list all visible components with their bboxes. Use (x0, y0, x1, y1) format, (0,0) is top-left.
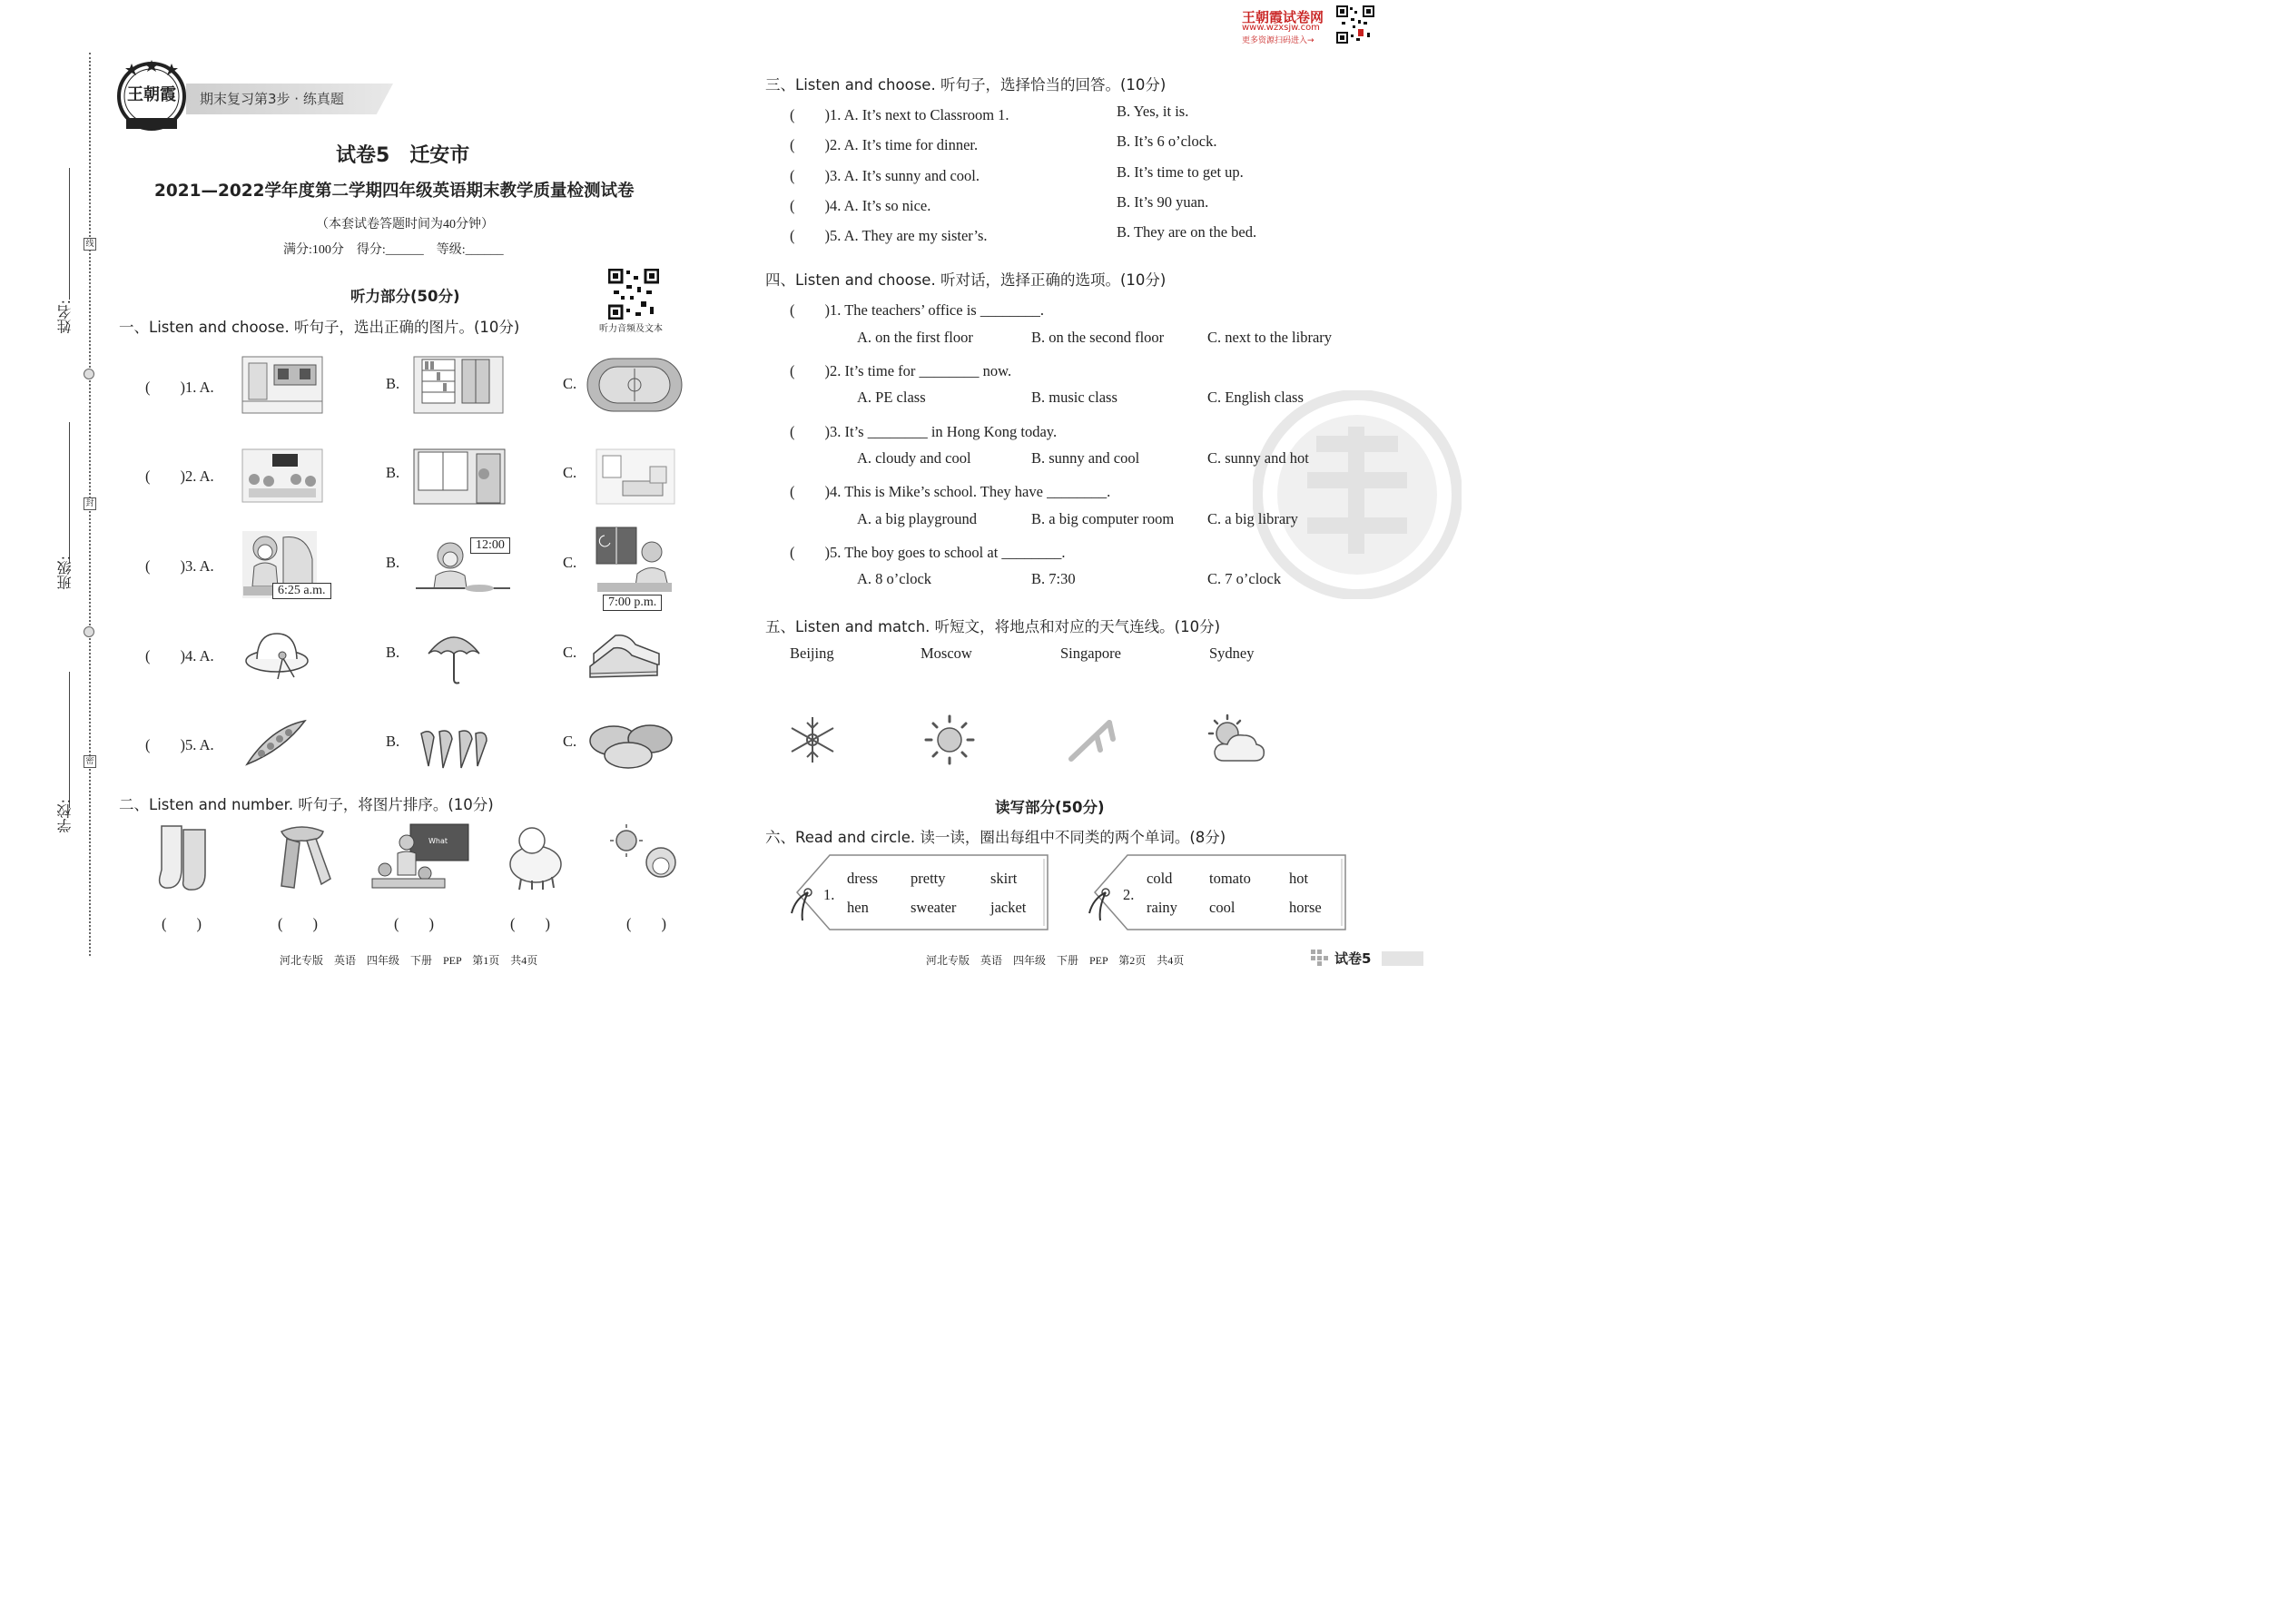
group2-word[interactable]: tomato (1209, 870, 1251, 887)
listening-heading: 听力部分(50分) (350, 288, 460, 305)
part1-q5-b-label: B. (386, 733, 400, 750)
class-label: 班级: (56, 556, 74, 590)
shoes-picture (588, 626, 663, 684)
time-note: （本套试卷答题时间为40分钟） (316, 218, 494, 231)
part4-q4-c: C. a big library (1207, 510, 1298, 527)
part2-blank-2[interactable]: ( ) (278, 915, 318, 932)
part6-heading: 六、Read and circle. 读一读，圈出每组中不同类的两个单词。(8分) (765, 829, 1226, 846)
part1-q3-b-label: B. (386, 554, 400, 571)
part4-q5-a: A. 8 o’clock (857, 570, 932, 587)
watermark-hint: 更多资源扫码进入→ (1242, 36, 1314, 45)
part4-q3: ( )3. It’s ________ in Hong Kong today. (790, 423, 1058, 440)
group2-word[interactable]: horse (1289, 899, 1322, 916)
part1-q2-label: ( )2. A. (145, 468, 214, 485)
part3-heading: 三、Listen and choose. 听句子，选择恰当的回答。(10分) (765, 76, 1167, 94)
part1-q4-label: ( )4. A. (145, 647, 214, 664)
exam-title: 试卷5 迁安市 (336, 144, 470, 167)
city-moscow[interactable]: Moscow (921, 645, 972, 662)
umbrella-picture (427, 626, 481, 686)
scarf-picture (274, 822, 332, 895)
part1-q2-c-label: C. (563, 464, 577, 481)
part4-q1: ( )1. The teachers’ office is ________. (790, 301, 1044, 319)
part4-q3-b: B. sunny and cool (1031, 449, 1140, 467)
sunny-boy-picture (608, 822, 683, 893)
header-banner-text: 期末复习第3步 · 练真题 (200, 91, 344, 107)
part2-blank-4[interactable]: ( ) (510, 915, 550, 932)
socks-picture (156, 822, 212, 893)
part3-q5: ( )5. A. They are my sister’s. (790, 227, 988, 244)
binding-hole (84, 626, 94, 637)
watermark-qr-code[interactable] (1336, 5, 1374, 44)
group2-word[interactable]: rainy (1147, 899, 1177, 916)
peas-picture (243, 717, 309, 770)
carrots-picture (414, 721, 492, 772)
watermark-url: www.wzxsjw.com (1242, 23, 1320, 33)
classroom-teacher-picture (370, 822, 470, 893)
part3-q3-b: B. It’s time to get up. (1117, 163, 1244, 181)
sun-icon[interactable] (922, 714, 977, 766)
library-picture (413, 356, 504, 414)
name-underline (69, 168, 70, 300)
sheep-picture (505, 822, 565, 891)
city-sydney[interactable]: Sydney (1209, 645, 1255, 662)
part2-blank-3[interactable]: ( ) (394, 915, 434, 932)
part3-q2: ( )2. A. It’s time for dinner. (790, 136, 979, 153)
footer-badge: 试卷5 (1334, 950, 1372, 967)
logo-text: 王朝霞 (127, 85, 176, 104)
footer-badge-bar (1382, 951, 1423, 966)
group1-word[interactable]: sweater (911, 899, 957, 916)
part4-q3-a: A. cloudy and cool (857, 449, 971, 467)
room-window-picture (413, 448, 506, 505)
time-label-6-25: 6:25 a.m. (272, 583, 331, 599)
group2-word[interactable]: cool (1209, 899, 1236, 916)
part2-blank-5[interactable]: ( ) (626, 915, 666, 932)
part4-q2: ( )2. It’s time for ________ now. (790, 362, 1012, 379)
part4-q1-a: A. on the first floor (857, 329, 973, 346)
part4-q4: ( )4. This is Mike’s school. They have ________. (790, 483, 1111, 500)
part1-q4-b-label: B. (386, 644, 400, 661)
part4-q4-a: A. a big playground (857, 510, 977, 527)
part3-q3: ( )3. A. It’s sunny and cool. (790, 167, 980, 184)
footer-left: 河北专版 英语 四年级 下册 PEP 第1页 共4页 (280, 954, 538, 967)
wind-icon[interactable] (1068, 719, 1118, 763)
part2-blank-1[interactable]: ( ) (162, 915, 202, 932)
name-label: 姓名: (56, 300, 74, 334)
part1-q5-c-label: C. (563, 733, 577, 750)
school-label: 学校: (56, 799, 74, 833)
part3-q4-b: B. It’s 90 yuan. (1117, 193, 1209, 211)
binding-tag-xian: 线 (84, 238, 96, 251)
part4-q1-b: B. on the second floor (1031, 329, 1165, 346)
part4-q1-c: C. next to the library (1207, 329, 1333, 346)
part1-q3-c-label: C. (563, 554, 577, 571)
group2-word[interactable]: hot (1289, 870, 1309, 887)
part3-q1: ( )1. A. It’s next to Classroom 1. (790, 106, 1009, 123)
part4-q2-b: B. music class (1031, 389, 1117, 406)
group2-word[interactable]: cold (1147, 870, 1173, 887)
music-room-picture (241, 448, 323, 503)
group2-number: 2. (1123, 886, 1135, 903)
exam-subtitle: 2021—2022学年度第二学期四年级英语期末教学质量检测试卷 (154, 182, 635, 201)
score-line: 满分:100分 得分:______ 等级:______ (283, 243, 504, 257)
board-text: What (428, 837, 448, 845)
potatoes-picture (586, 719, 675, 770)
reading-heading: 读写部分(50分) (995, 799, 1105, 816)
part4-q5-c: C. 7 o’clock (1207, 570, 1282, 587)
city-singapore[interactable]: Singapore (1060, 645, 1121, 662)
part1-q4-c-label: C. (563, 644, 577, 661)
watermark-brand: 王朝霞试卷网 (1242, 9, 1324, 25)
part4-q2-c: C. English class (1207, 389, 1304, 406)
footer-right: 河北专版 英语 四年级 下册 PEP 第2页 共4页 (926, 954, 1185, 967)
binding-tag-mi: 密 (84, 755, 96, 768)
part3-q1-b: B. Yes, it is. (1117, 103, 1189, 120)
part1-heading: 一、Listen and choose. 听句子，选出正确的图片。(10分) (119, 319, 520, 336)
part4-q5-b: B. 7:30 (1031, 570, 1076, 587)
part3-q5-b: B. They are on the bed. (1117, 223, 1257, 241)
binding-tag-feng: 封 (84, 497, 96, 510)
qr-caption: 听力音频及文本 (599, 324, 663, 334)
part5-heading: 五、Listen and match. 听短文，将地点和对应的天气连线。(10分) (765, 618, 1221, 635)
part4-q5: ( )5. The boy goes to school at ________. (790, 544, 1066, 561)
part1-q5-label: ( )5. A. (145, 736, 214, 753)
part4-heading: 四、Listen and choose. 听对话，选择正确的选项。(10分) (765, 271, 1167, 289)
city-beijing[interactable]: Beijing (790, 645, 834, 662)
class-underline (69, 422, 70, 563)
time-label-7-00: 7:00 p.m. (603, 595, 662, 611)
part3-q2-b: B. It’s 6 o’clock. (1117, 133, 1217, 150)
group1-word[interactable]: skirt (990, 870, 1018, 887)
group1-word[interactable]: dress (847, 870, 878, 887)
school-underline (69, 672, 70, 808)
part1-q2-b-label: B. (386, 464, 400, 481)
hat-picture (243, 628, 310, 683)
part1-q1-b-label: B. (386, 375, 400, 392)
part1-q3-label: ( )3. A. (145, 557, 214, 575)
part4-q4-b: B. a big computer room (1031, 510, 1175, 527)
footer-squares-icon (1311, 950, 1329, 966)
bedroom-picture (596, 448, 675, 505)
part1-q1-c-label: C. (563, 375, 577, 392)
playground-picture (586, 358, 683, 412)
time-label-12-00: 12:00 (470, 537, 510, 554)
part3-q4: ( )4. A. It’s so nice. (790, 197, 931, 214)
boy-evening-picture (596, 527, 674, 595)
seal-watermark (1253, 390, 1462, 599)
listening-qr-code[interactable] (608, 269, 659, 320)
group1-word[interactable]: hen (847, 899, 869, 916)
part1-q1-label: ( )1. A. (145, 379, 214, 396)
group1-number: 1. (823, 886, 835, 903)
part4-q2-a: A. PE class (857, 389, 926, 406)
binding-hole (84, 369, 94, 379)
group1-word[interactable]: jacket (990, 899, 1027, 916)
classroom-picture (241, 356, 323, 414)
brand-logo (113, 60, 190, 136)
part2-heading: 二、Listen and number. 听句子，将图片排序。(10分) (119, 796, 494, 813)
partly-cloudy-icon[interactable] (1206, 714, 1267, 766)
part4-q3-c: C. sunny and hot (1207, 449, 1309, 467)
snow-icon[interactable] (786, 715, 839, 764)
group1-word[interactable]: pretty (911, 870, 946, 887)
